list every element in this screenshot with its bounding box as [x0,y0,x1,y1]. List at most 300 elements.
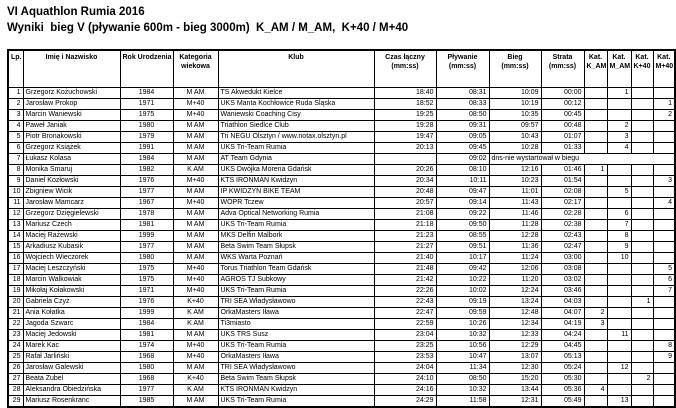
cell-kat-m40: 9 [653,351,675,362]
cell-kat-m-am: 4 [607,142,631,153]
table-row [8,274,675,285]
cell-total-time: 22:47 [374,307,436,318]
cell-swim-time: 09:02 [436,153,489,164]
cell-run-time: 12:24 [489,285,541,296]
cell-swim-time: 10:26 [436,318,489,329]
table-row [8,318,675,329]
column-header: Kategoria wiekowa [173,50,218,87]
table-row [8,329,675,340]
cell-category: M AM [173,131,218,142]
cell-kat-m-am: 9 [607,241,631,252]
cell-kat-m40 [653,252,675,263]
cell-name: Rafał Jarliński [23,351,120,362]
cell-lp: 15 [8,241,23,252]
cell-lp: 19 [8,285,23,296]
cell-kat-k-am [584,186,607,197]
cell-name: Marek Kac [23,340,120,351]
cell-kat-k-am [584,274,607,285]
cell-birth-year: 1977 [120,241,173,252]
cell-birth-year: 1999 [120,230,173,241]
cell-total-time: 20:48 [374,186,436,197]
cell-kat-m-am [607,263,631,274]
cell-kat-k-am [584,296,607,307]
table-row [8,120,675,131]
cell-kat-m40: 2 [653,109,675,120]
cell-loss-time: 04:07 [541,307,584,318]
cell-loss-time: 03:02 [541,274,584,285]
cell-club: TS Akwedukt Kielce [218,87,374,98]
cell-club: Adva Optical Networking Rumia [218,208,374,219]
cell-swim-time: 08:50 [436,373,489,384]
cell-name: Mariusz Czech [23,219,120,230]
cell-birth-year: 1975 [120,263,173,274]
cell-kat-k-am [584,351,607,362]
cell-club: Tri NEGU Olsztyn / www.notax.olsztyn.pl [218,131,374,142]
cell-kat-k-am [584,373,607,384]
table-row [8,142,675,153]
cell-name: Aleksandra Obiedzińska [23,384,120,395]
cell-loss-time: 01:46 [541,164,584,175]
cell-swim-time: 08:33 [436,98,489,109]
cell-kat-m40: 7 [653,285,675,296]
cell-category: M+40 [173,197,218,208]
table-row [8,98,675,109]
cell-kat-m40: 5 [653,263,675,274]
cell-kat-m40 [653,230,675,241]
table-row [8,296,675,307]
cell-swim-time: 09:14 [436,197,489,208]
cell-total-time: 21:18 [374,219,436,230]
cell-loss-time: 02:38 [541,219,584,230]
cell-club: WOPR Tczew [218,197,374,208]
cell-kat-k-am [584,285,607,296]
column-header: Kat. M_AM [607,50,631,87]
cell-kat-k40 [631,395,653,407]
table-row [8,208,675,219]
cell-kat-k-am: 2 [584,307,607,318]
cell-loss-time: 00:00 [541,87,584,98]
cell-kat-m40 [653,186,675,197]
cell-kat-m40 [653,296,675,307]
cell-run-time: 11:24 [489,252,541,263]
cell-loss-time: 05:24 [541,362,584,373]
cell-kat-k40 [631,186,653,197]
cell-kat-k40 [631,197,653,208]
cell-category: K+40 [173,296,218,307]
cell-kat-k-am [584,263,607,274]
cell-category: M AM [173,241,218,252]
cell-club: UKS Dwójka Morena Gdańsk [218,164,374,175]
cell-birth-year: 1984 [120,87,173,98]
cell-birth-year: 1976 [120,296,173,307]
cell-lp: 4 [8,120,23,131]
cell-total-time: 24:10 [374,373,436,384]
cell-birth-year: 1980 [120,120,173,131]
cell-run-time: 12:34 [489,318,541,329]
cell-total-time: 20:26 [374,164,436,175]
cell-kat-m-am: 11 [607,329,631,340]
cell-lp: 10 [8,186,23,197]
cell-kat-m-am [607,175,631,186]
cell-swim-time: 10:32 [436,384,489,395]
cell-loss-time: 01:33 [541,142,584,153]
cell-name: Paweł Janiak [23,120,120,131]
cell-total-time: 18:40 [374,87,436,98]
cell-lp: 22 [8,318,23,329]
cell-kat-m-am: 8 [607,230,631,241]
cell-kat-k40 [631,164,653,175]
table-row [8,186,675,197]
cell-category: K AM [173,164,218,175]
cell-run-time: 10:28 [489,142,541,153]
cell-name: Jarosław Mamcarz [23,197,120,208]
cell-kat-m-am [607,307,631,318]
cell-kat-m-am: 12 [607,362,631,373]
column-header: Lp. [8,50,23,87]
cell-kat-m-am [607,197,631,208]
cell-loss-time: 05:30 [541,373,584,384]
cell-loss-time: 02:47 [541,241,584,252]
cell-name: Jarosław Prokop [23,98,120,109]
cell-lp: 2 [8,98,23,109]
cell-club: OrkaMasters Iława [218,307,374,318]
table-row [8,164,675,175]
cell-birth-year: 1968 [120,351,173,362]
cell-swim-time: 09:59 [436,307,489,318]
cell-club: UKS Manta Kochłowice Ruda Śląska [218,98,374,109]
cell-run-time: 09:57 [489,120,541,131]
cell-birth-year: 1985 [120,395,173,407]
cell-name: Marcin Walkowiak [23,274,120,285]
cell-lp: 11 [8,197,23,208]
cell-kat-k40 [631,263,653,274]
cell-birth-year: 1971 [120,285,173,296]
cell-swim-time: 08:10 [436,164,489,175]
cell-kat-m-am [607,164,631,175]
cell-swim-time: 10:47 [436,351,489,362]
cell-kat-m40 [653,142,675,153]
cell-lp: 29 [8,395,23,407]
column-header: Klub [218,50,374,87]
cell-kat-k-am [584,395,607,407]
cell-kat-m40 [653,373,675,384]
cell-run-time: 10:23 [489,175,541,186]
page-title: VI Aquathlon Rumia 2016 [7,6,145,18]
cell-kat-k40 [631,351,653,362]
table-row [8,87,675,98]
cell-kat-m40 [653,87,675,98]
cell-swim-time: 09:19 [436,296,489,307]
cell-run-time: 13:24 [489,296,541,307]
cell-club: Ti3miasto [218,318,374,329]
cell-total-time: 22:43 [374,296,436,307]
cell-kat-k40 [631,219,653,230]
cell-lp: 7 [8,153,23,164]
cell-birth-year: 1977 [120,186,173,197]
cell-swim-time: 11:58 [436,395,489,407]
cell-category: K AM [173,318,218,329]
cell-kat-k40 [631,329,653,340]
cell-name: Grzegorz Książek [23,142,120,153]
cell-total-time: 24:04 [374,362,436,373]
cell-total-time: 19:25 [374,109,436,120]
cell-total-time: 21:48 [374,263,436,274]
cell-kat-k40 [631,274,653,285]
cell-category: M AM [173,142,218,153]
cell-kat-k-am [584,197,607,208]
cell-total-time: 22:26 [374,285,436,296]
cell-kat-k-am [584,219,607,230]
cell-name: Monika Smaruj [23,164,120,175]
cell-loss-time: 02:17 [541,197,584,208]
cell-kat-m40 [653,362,675,373]
cell-swim-time: 09:05 [436,131,489,142]
cell-swim-time: 09:47 [436,186,489,197]
cell-swim-time: 10:02 [436,285,489,296]
cell-kat-m-am [607,98,631,109]
table-row [8,219,675,230]
cell-kat-k40 [631,131,653,142]
table-row [8,109,675,120]
cell-kat-m-am [607,351,631,362]
cell-name: Maciej Rażewski [23,230,120,241]
cell-swim-time: 09:42 [436,263,489,274]
cell-name: Mikołaj Kołakowski [23,285,120,296]
cell-name: Mariusz Rosenkranc [23,395,120,407]
cell-name: Ania Kołatka [23,307,120,318]
cell-club: UKS Tri-Team Rumia [218,395,374,407]
cell-loss-time: 00:48 [541,120,584,131]
cell-club: UKS TRS Susz [218,329,374,340]
cell-name: Daniel Kozłowski [23,175,120,186]
table-row [8,230,675,241]
cell-loss-time: 05:49 [541,395,584,407]
cell-kat-m40: 4 [653,197,675,208]
cell-loss-time: 04:45 [541,340,584,351]
cell-club: AT Team Gdynia [218,153,374,164]
cell-name: Marcin Waniewski [23,109,120,120]
cell-kat-m-am: 10 [607,252,631,263]
cell-total-time: 21:40 [374,252,436,263]
cell-kat-m40 [653,307,675,318]
cell-club: Beta Swim Team Słupsk [218,241,374,252]
cell-swim-time: 10:22 [436,274,489,285]
cell-lp: 12 [8,208,23,219]
cell-category: M AM [173,208,218,219]
cell-loss-time: 00:45 [541,109,584,120]
cell-total-time: 24:29 [374,395,436,407]
cell-run-time: 12:06 [489,263,541,274]
cell-lp: 16 [8,252,23,263]
cell-dns-note: dns-nie wystartował w biegu [489,153,675,164]
cell-lp: 6 [8,142,23,153]
cell-kat-m-am: 7 [607,219,631,230]
table-row [8,175,675,186]
cell-category: M AM [173,362,218,373]
cell-kat-k-am [584,208,607,219]
cell-swim-time: 10:32 [436,329,489,340]
cell-loss-time: 04:19 [541,318,584,329]
cell-lp: 18 [8,274,23,285]
table-row [8,197,675,208]
cell-kat-k40 [631,241,653,252]
cell-kat-m-am: 13 [607,395,631,407]
cell-total-time: 20:13 [374,142,436,153]
cell-kat-k-am [584,131,607,142]
cell-run-time: 12:30 [489,362,541,373]
cell-name: Grzegorz Dzięgielewski [23,208,120,219]
cell-run-time: 11:01 [489,186,541,197]
cell-kat-k40 [631,120,653,131]
cell-kat-m-am [607,384,631,395]
cell-birth-year: 1976 [120,175,173,186]
cell-run-time: 11:43 [489,197,541,208]
header-row [8,50,675,87]
column-header: Kat. K+40 [631,50,653,87]
cell-category: M AM [173,153,218,164]
cell-birth-year: 1981 [120,219,173,230]
cell-kat-k40 [631,87,653,98]
cell-birth-year: 1975 [120,109,173,120]
cell-kat-k40 [631,175,653,186]
table-row [8,241,675,252]
cell-category: M+40 [173,98,218,109]
cell-total-time: 23:04 [374,329,436,340]
cell-lp: 28 [8,384,23,395]
column-header: Kat. M+40 [653,50,675,87]
cell-kat-m-am: 3 [607,131,631,142]
cell-kat-k-am [584,120,607,131]
cell-birth-year: 1981 [120,329,173,340]
cell-total-time: 22:59 [374,318,436,329]
cell-category: M AM [173,120,218,131]
cell-swim-time: 08:50 [436,109,489,120]
cell-loss-time: 04:03 [541,296,584,307]
cell-birth-year: 1982 [120,164,173,175]
cell-club: Triathlon Siedlce Club [218,120,374,131]
cell-kat-m-am [607,296,631,307]
cell-loss-time: 03:08 [541,263,584,274]
cell-lp: 25 [8,351,23,362]
cell-kat-m40: 3 [653,175,675,186]
table-row [8,395,675,407]
cell-name: Gabriela Czyż [23,296,120,307]
cell-run-time: 12:28 [489,230,541,241]
cell-birth-year: 1980 [120,252,173,263]
cell-club: TRI SEA Władysławowo [218,296,374,307]
cell-kat-k40 [631,285,653,296]
cell-lp: 20 [8,296,23,307]
cell-lp: 3 [8,109,23,120]
cell-club: TRI SEA Władysławowo [218,362,374,373]
cell-total-time: 19:28 [374,120,436,131]
cell-category: M AM [173,252,218,263]
cell-run-time: 10:35 [489,109,541,120]
cell-kat-k-am: 3 [584,318,607,329]
cell-name: Grzegorz Kożuchowski [23,87,120,98]
cell-kat-k-am [584,142,607,153]
cell-run-time: 13:44 [489,384,541,395]
cell-loss-time: 01:07 [541,131,584,142]
cell-kat-k-am [584,241,607,252]
cell-kat-k-am [584,98,607,109]
cell-loss-time: 05:36 [541,384,584,395]
cell-swim-time: 09:31 [436,120,489,131]
cell-birth-year: 1980 [120,362,173,373]
cell-total-time [374,153,436,164]
cell-loss-time: 05:13 [541,351,584,362]
cell-run-time: 10:09 [489,87,541,98]
cell-loss-time: 00:12 [541,98,584,109]
cell-kat-k40 [631,307,653,318]
page-subtitle: Wyniki bieg V (pływanie 600m - bieg 3000m) K_AM / M_AM, K+40 / M+40 [7,22,409,34]
cell-lp: 24 [8,340,23,351]
cell-club: UKS Tri-Team Rumia [218,142,374,153]
cell-birth-year: 1975 [120,274,173,285]
cell-category: M+40 [173,351,218,362]
cell-kat-m40: 6 [653,274,675,285]
cell-loss-time: 04:24 [541,329,584,340]
table-row [8,252,675,263]
cell-kat-m-am [607,109,631,120]
cell-birth-year: 1984 [120,318,173,329]
cell-category: M AM [173,219,218,230]
cell-run-time: 11:36 [489,241,541,252]
cell-category: M+40 [173,109,218,120]
cell-category: M AM [173,186,218,197]
cell-swim-time: 11:34 [436,362,489,373]
cell-category: K+40 [173,373,218,384]
cell-run-time: 11:20 [489,274,541,285]
cell-category: K AM [173,384,218,395]
cell-kat-m40 [653,131,675,142]
cell-swim-time: 09:50 [436,219,489,230]
cell-kat-k-am [584,362,607,373]
cell-club: UKS Tri-Team Rumia [218,285,374,296]
cell-lp: 21 [8,307,23,318]
cell-kat-m40 [653,241,675,252]
cell-club: KTS IRONMAN Kwidzyn [218,384,374,395]
column-header: Bieg (mm:ss) [489,50,541,87]
cell-kat-k40 [631,109,653,120]
cell-category: M+40 [173,175,218,186]
cell-kat-k40 [631,252,653,263]
results-tbody [8,87,675,407]
cell-total-time: 21:08 [374,208,436,219]
cell-category: M+40 [173,274,218,285]
cell-birth-year: 1999 [120,307,173,318]
cell-club: WKS Warta Poznań [218,252,374,263]
column-header: Imię i Nazwisko [23,50,120,87]
cell-kat-k40 [631,98,653,109]
cell-loss-time: 02:28 [541,208,584,219]
cell-swim-time: 10:17 [436,252,489,263]
cell-birth-year: 1967 [120,197,173,208]
cell-run-time: 11:28 [489,219,541,230]
cell-kat-m-am [607,340,631,351]
cell-birth-year: 1978 [120,208,173,219]
table-row [8,131,675,142]
table-row [8,285,675,296]
cell-lp: 27 [8,373,23,384]
cell-kat-m40 [653,208,675,219]
cell-kat-k-am [584,109,607,120]
cell-swim-time: 10:11 [436,175,489,186]
cell-kat-m-am [607,274,631,285]
cell-run-time: 12:31 [489,395,541,407]
column-header: Rok Urodzenia [120,50,173,87]
cell-total-time: 24:16 [374,384,436,395]
